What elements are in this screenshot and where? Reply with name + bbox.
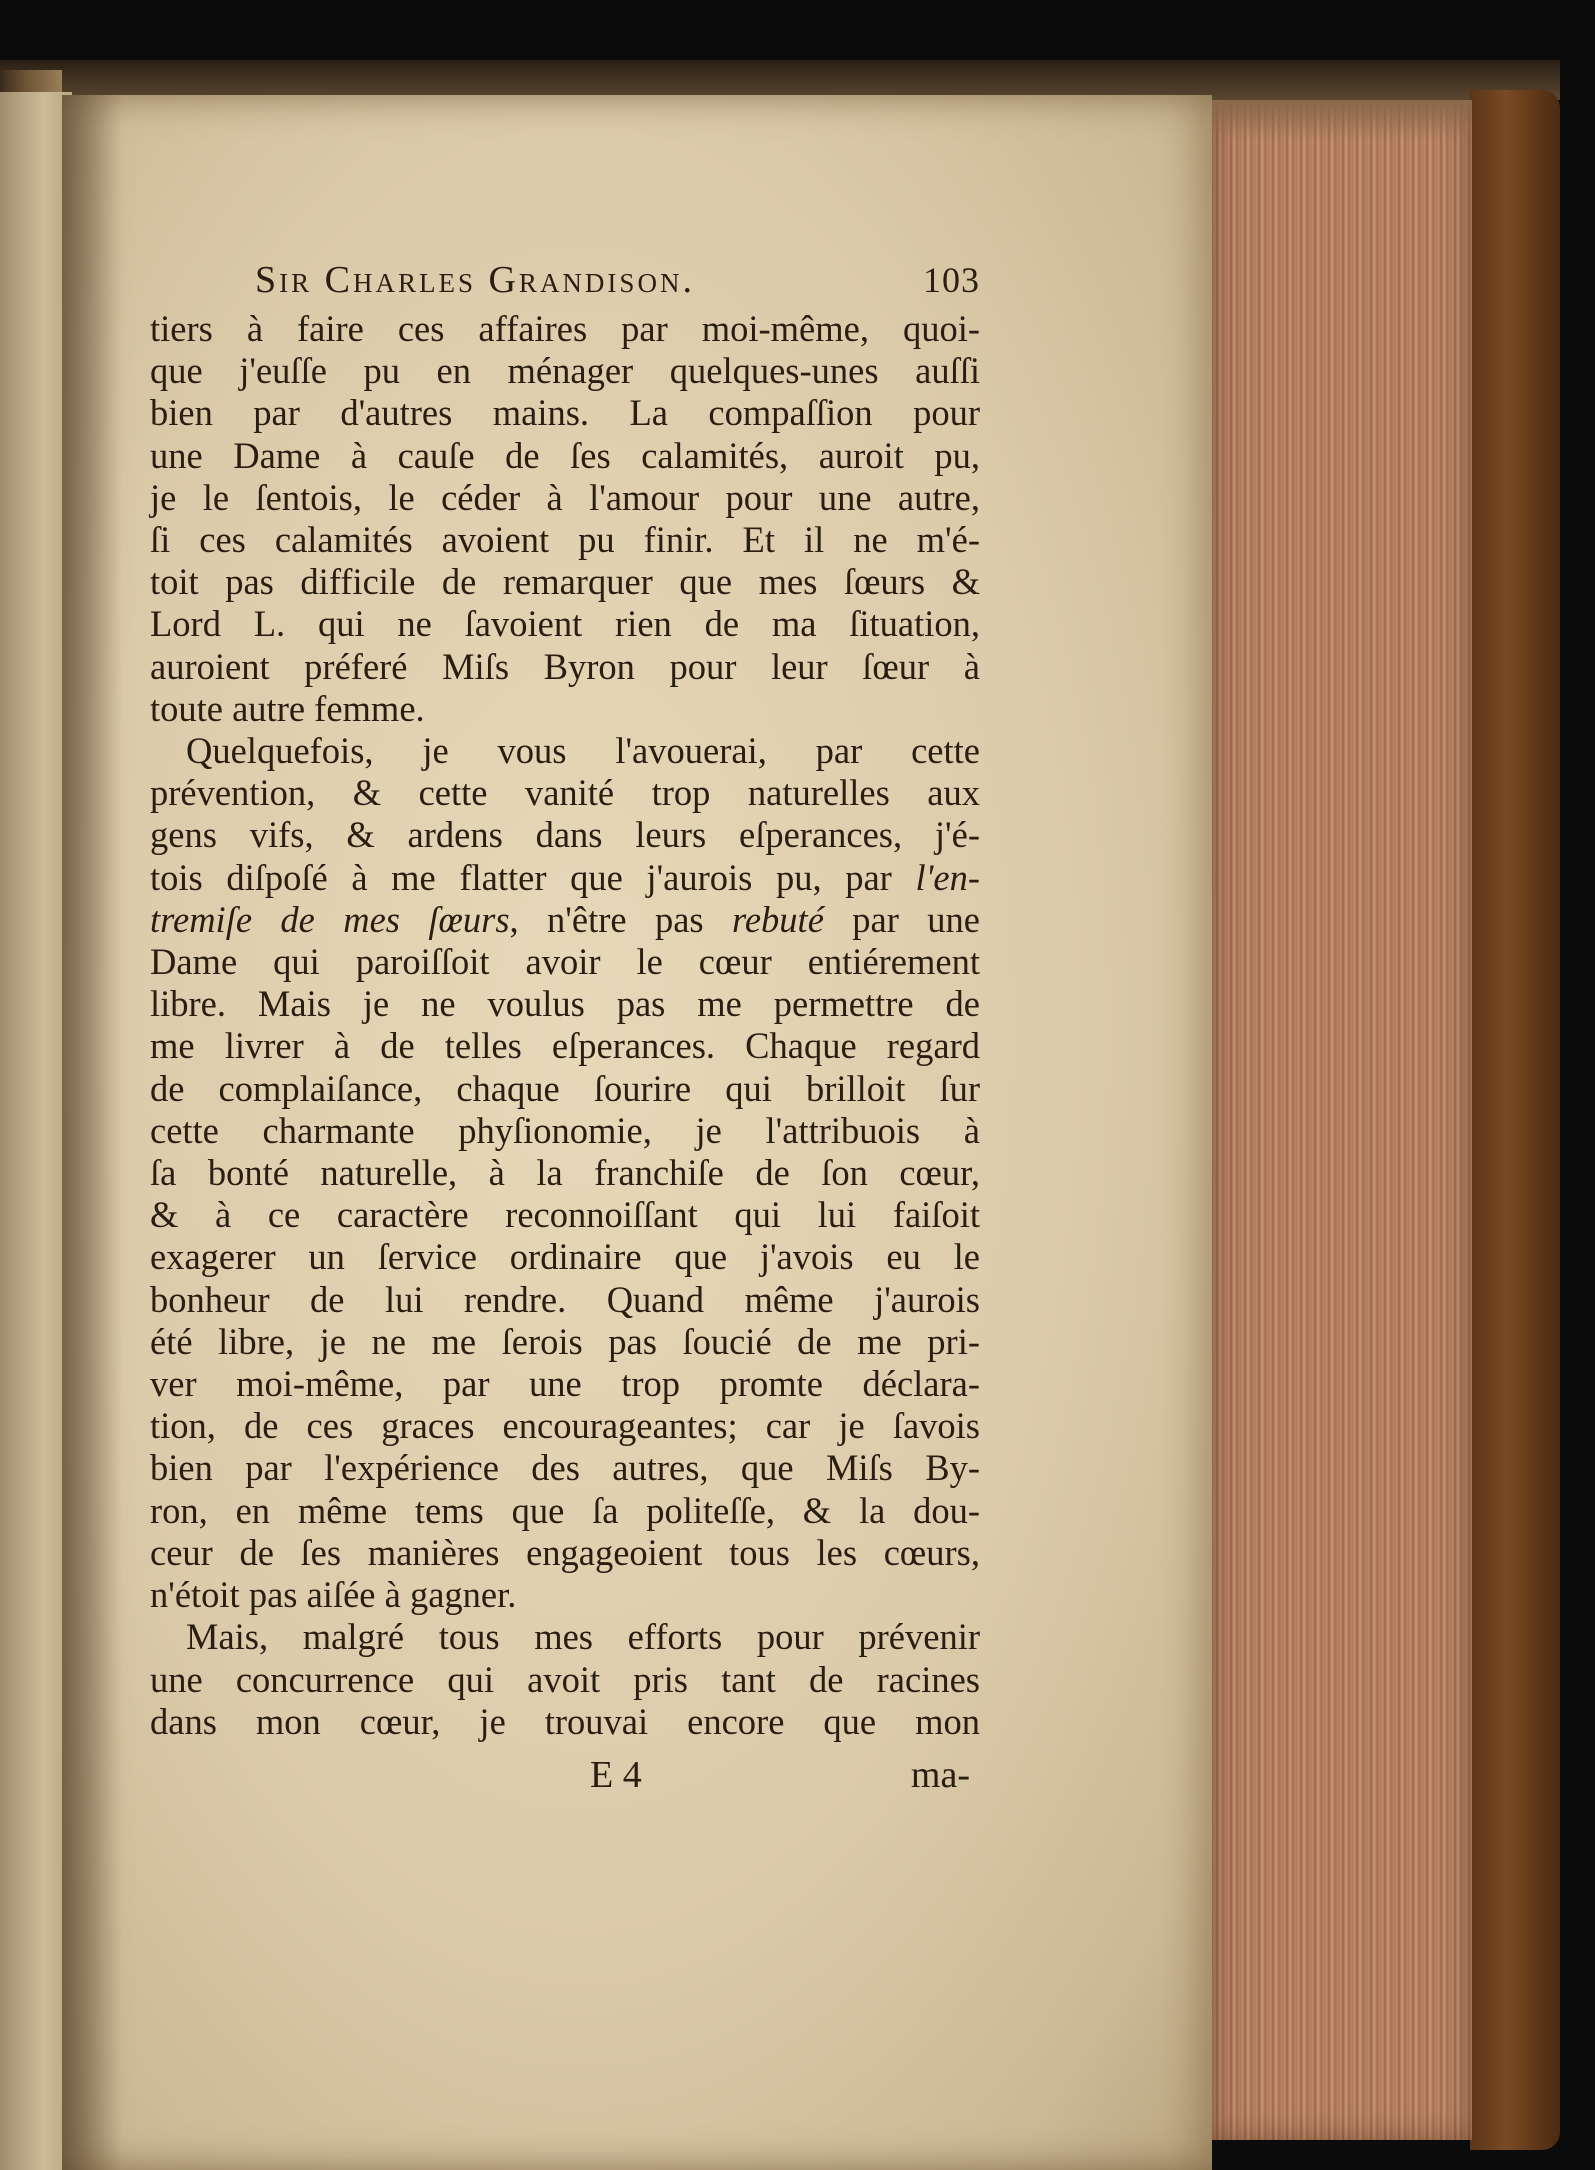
page-footer bbox=[150, 1753, 980, 1797]
text-line: exagerer un ſervice ordinaire que j'avois eu le bbox=[150, 1236, 980, 1278]
signature-mark: E 4 bbox=[590, 1753, 642, 1796]
text-line: Lord L. qui ne ſavoient rien de ma ſituation, bbox=[150, 603, 980, 645]
text-line: ſi ces calamités avoient pu finir. Et il ne m'é- bbox=[150, 519, 980, 561]
page-fore-edge bbox=[1212, 100, 1472, 2140]
page-number: 103 bbox=[923, 260, 980, 300]
text-line: gens vifs, & ardens dans leurs eſperances, j'é- bbox=[150, 814, 980, 856]
text-line: de complaiſance, chaque ſourire qui brilloit ſur bbox=[150, 1067, 980, 1109]
page-fore-edge-shadow bbox=[1212, 100, 1472, 140]
text-line: n'étoit pas aiſée à gagner. bbox=[150, 1574, 517, 1616]
running-head-title: Sir Charles Grandison. bbox=[255, 259, 695, 301]
text-run: , n'être pas bbox=[509, 898, 732, 940]
book-cover-top bbox=[0, 60, 1560, 100]
text-line: dans mon cœur, je trouvai encore que mon bbox=[150, 1700, 980, 1742]
gutter-shadow bbox=[62, 95, 122, 2170]
text-line bbox=[150, 857, 980, 899]
italic-run: tremiſe de mes ſœurs bbox=[150, 898, 510, 940]
text-run: par une bbox=[823, 898, 980, 940]
running-head bbox=[150, 258, 980, 302]
text-line: Dame qui paroiſſoit avoir le cœur entiérement bbox=[150, 941, 980, 983]
text-line: toute autre femme. bbox=[150, 687, 425, 729]
text-line: cette charmante phyſionomie, je l'attribuois à bbox=[150, 1109, 980, 1151]
italic-run: l'en- bbox=[915, 856, 980, 898]
text-line: tiers à faire ces affaires par moi-même, quoi- bbox=[150, 308, 980, 349]
text-line: Quelquefois, je vous l'avouerai, par cette bbox=[186, 730, 980, 772]
text-line: me livrer à de telles eſperances. Chaque regard bbox=[150, 1025, 980, 1067]
page-text-block bbox=[150, 258, 980, 1797]
text-line: été libre, je ne me ſerois pas ſoucié de me pri- bbox=[150, 1320, 980, 1362]
text-line: ver moi-même, par une trop promte déclara- bbox=[150, 1363, 980, 1405]
text-line: ron, en même tems que ſa politeſſe, & la dou- bbox=[150, 1489, 980, 1531]
text-run: tois diſpoſé à me flatter que j'aurois pu, par bbox=[150, 856, 916, 898]
text-line: prévention, & cette vanité trop naturelles aux bbox=[150, 772, 980, 814]
catchword: ma- bbox=[910, 1753, 970, 1796]
italic-run: rebuté bbox=[732, 898, 824, 940]
text-line: & à ce caractère reconnoiſſant qui lui faiſoit bbox=[150, 1194, 980, 1236]
text-line bbox=[150, 899, 980, 941]
text-line: que j'euſſe pu en ménager quelques-unes auſſi bbox=[150, 350, 980, 392]
text-line: bien par l'expérience des autres, que Miſs By- bbox=[150, 1447, 980, 1489]
text-line: Mais, malgré tous mes efforts pour prévenir bbox=[186, 1616, 980, 1658]
text-line: toit pas difficile de remarquer que mes ſœurs & bbox=[150, 561, 980, 603]
text-line: libre. Mais je ne voulus pas me permettre de bbox=[150, 983, 980, 1025]
text-line: une Dame à cauſe de ſes calamités, auroit pu, bbox=[150, 434, 980, 476]
text-line: une concurrence qui avoit pris tant de racines bbox=[150, 1658, 980, 1700]
text-line: ceur de ſes manières engageoient tous les cœurs, bbox=[150, 1531, 980, 1573]
text-line: ſa bonté naturelle, à la franchiſe de ſon cœur, bbox=[150, 1152, 980, 1194]
text-line: bonheur de lui rendre. Quand même j'aurois bbox=[150, 1278, 980, 1320]
text-line: tion, de ces graces encourageantes; car je ſavois bbox=[150, 1405, 980, 1447]
book-cover-right bbox=[1470, 90, 1560, 2150]
text-line: auroient préferé Miſs Byron pour leur ſœur à bbox=[150, 645, 980, 687]
text-line: je le ſentois, le céder à l'amour pour une autre, bbox=[150, 476, 980, 518]
text-line: bien par d'autres mains. La compaſſion pour bbox=[150, 392, 980, 434]
